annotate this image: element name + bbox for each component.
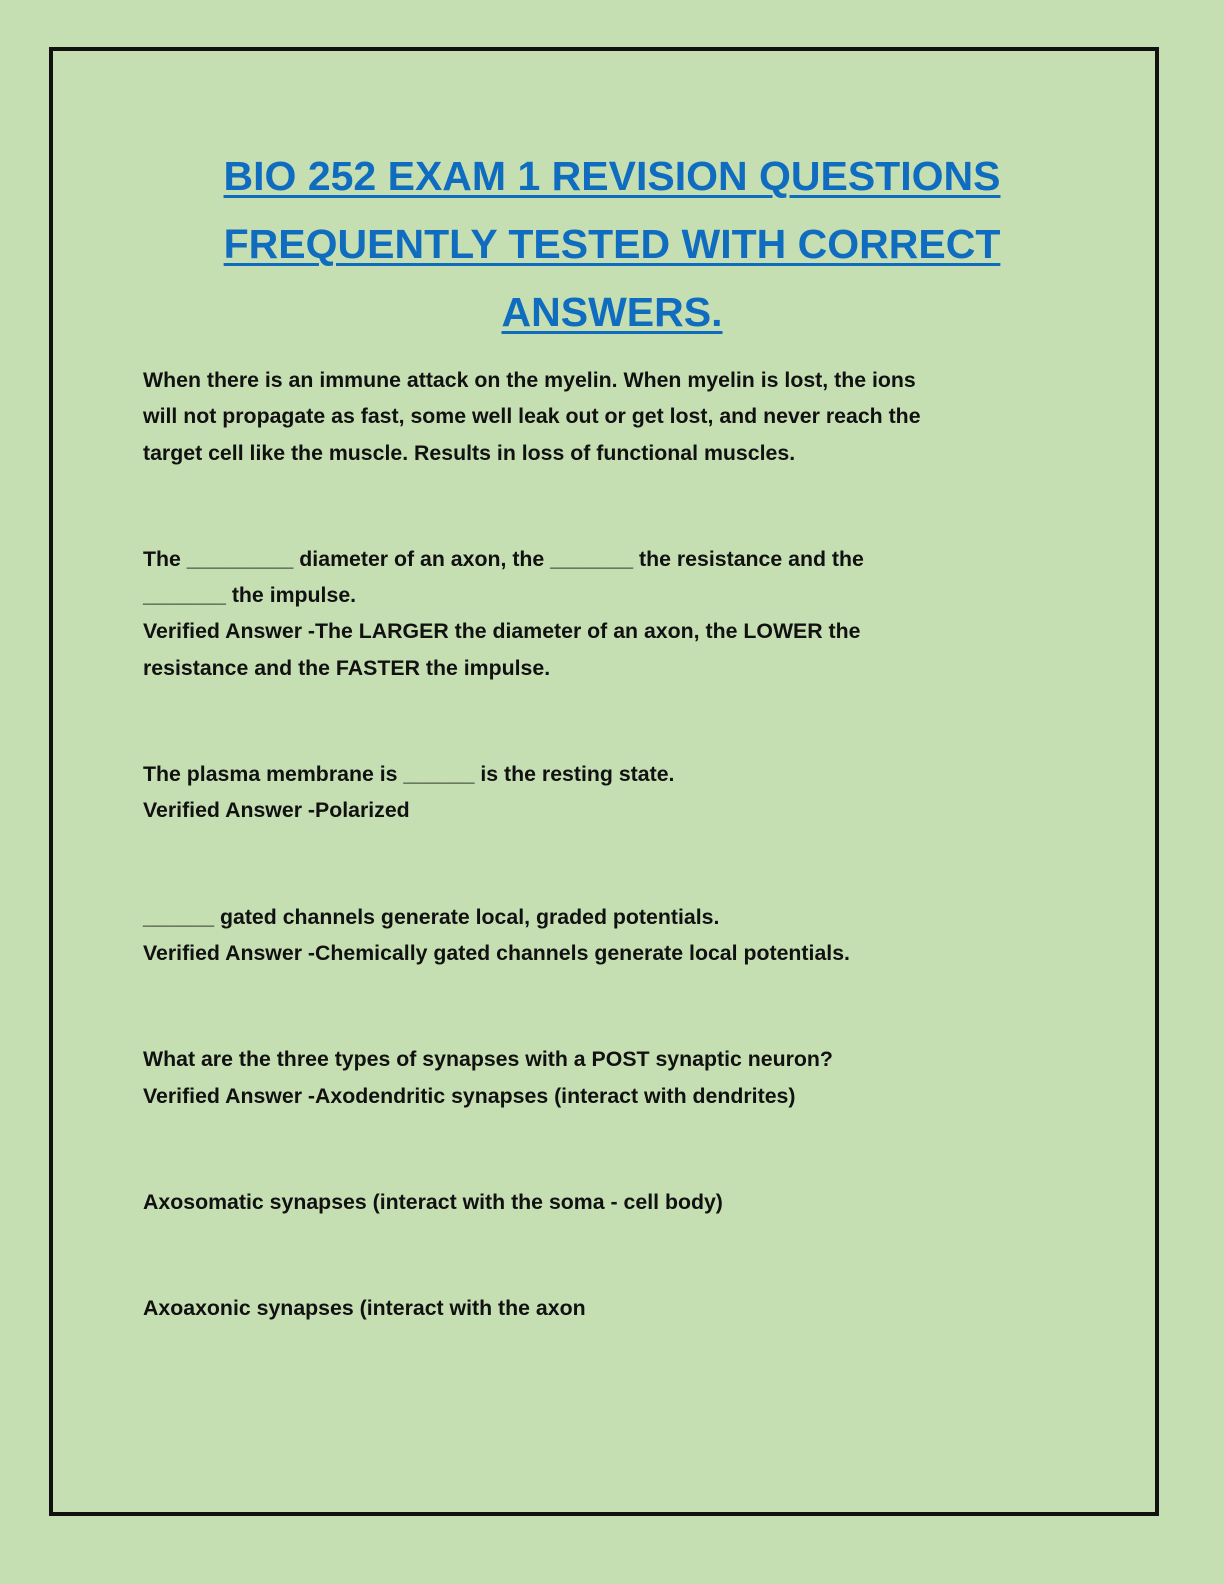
question-text: The _________ diameter of an axon, the _______ the resistance and the — [143, 546, 864, 571]
question-text: ______ gated channels generate local, graded potentials. — [143, 904, 720, 929]
question-block-3 — [143, 899, 1063, 972]
question-block-1 — [143, 541, 1063, 686]
intro-paragraph — [143, 362, 1063, 471]
intro-line: When there is an immune attack on the myelin. When myelin is lost, the ions — [143, 368, 916, 392]
answer-text: Verified Answer -Axodendritic synapses (interact with dendrites) — [143, 1083, 796, 1108]
document-title — [0, 142, 1224, 346]
extra-answer-2 — [143, 1290, 1063, 1326]
answer-text: Verified Answer -The LARGER the diameter of an axon, the LOWER the — [143, 619, 861, 644]
title-line-1: BIO 252 EXAM 1 REVISION QUESTIONS — [223, 153, 1001, 199]
intro-line: will not propagate as fast, some well leak out or get lost, and never reach the — [143, 404, 921, 429]
document-body — [143, 362, 1063, 1326]
extra-answer-1 — [143, 1184, 1063, 1220]
question-text: _______ the impulse. — [143, 583, 357, 608]
title-line-2: FREQUENTLY TESTED WITH CORRECT — [223, 221, 1001, 267]
question-block-4 — [143, 1041, 1063, 1114]
title-line-3: ANSWERS. — [501, 289, 723, 335]
question-text: What are the three types of synapses with a POST synaptic neuron? — [143, 1047, 833, 1072]
intro-line: target cell like the muscle. Results in loss of functional muscles. — [143, 440, 796, 465]
answer-text: Verified Answer -Chemically gated channels generate local potentials. — [143, 940, 850, 965]
question-text: The plasma membrane is ______ is the resting state. — [143, 762, 675, 787]
answer-text: Axoaxonic synapses (interact with the axon — [143, 1296, 586, 1321]
answer-text: Verified Answer -Polarized — [143, 798, 410, 823]
answer-text: resistance and the FASTER the impulse. — [143, 655, 551, 680]
answer-text: Axosomatic synapses (interact with the soma - cell body) — [143, 1189, 723, 1214]
question-block-2 — [143, 756, 1063, 829]
